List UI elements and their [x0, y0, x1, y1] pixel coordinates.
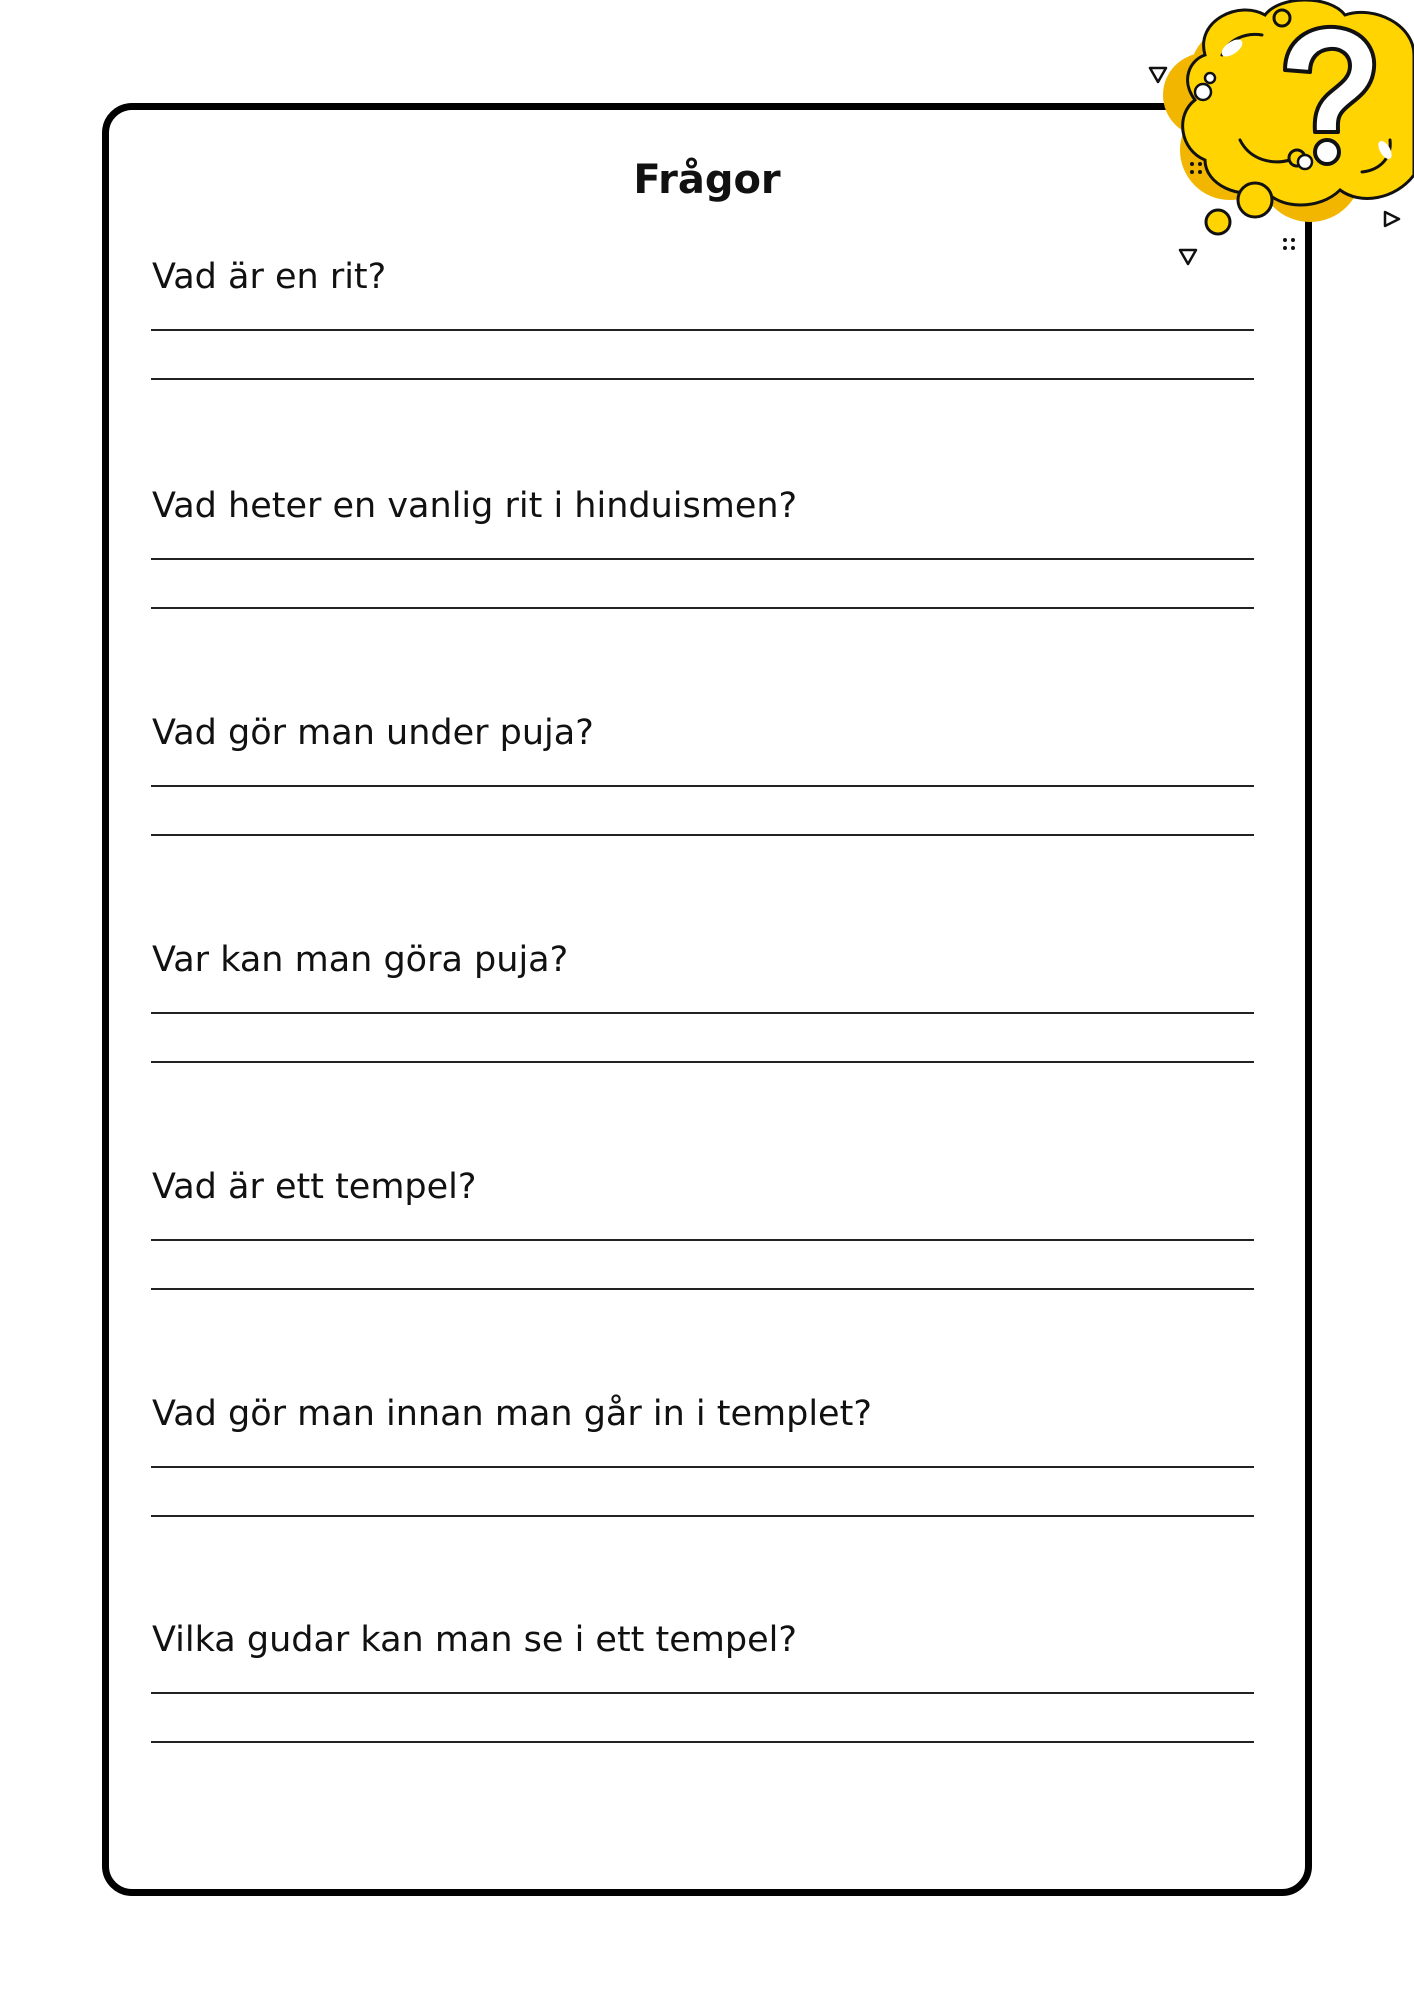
question-3 [148, 707, 1260, 907]
question-4-text: Var kan man göra puja? [152, 940, 569, 980]
question-2-text: Vad heter en vanlig rit i hinduismen? [152, 486, 798, 526]
question-2 [148, 480, 1260, 680]
answer-line[interactable] [151, 329, 1254, 331]
page-title: Frågor [633, 157, 781, 203]
answer-line[interactable] [151, 1061, 1254, 1063]
question-5 [148, 1161, 1260, 1361]
question-6 [148, 1388, 1260, 1588]
answer-line[interactable] [151, 1288, 1254, 1290]
question-3-text: Vad gör man under puja? [152, 713, 594, 753]
answer-line[interactable] [151, 558, 1254, 560]
answer-line[interactable] [151, 1741, 1254, 1743]
question-4 [148, 934, 1260, 1134]
question-1 [148, 251, 1260, 451]
answer-line[interactable] [151, 1692, 1254, 1694]
question-1-text: Vad är en rit? [152, 257, 387, 297]
question-5-text: Vad är ett tempel? [152, 1167, 477, 1207]
answer-line[interactable] [151, 378, 1254, 380]
question-6-text: Vad gör man innan man går in i templet? [152, 1394, 872, 1434]
answer-line[interactable] [151, 834, 1254, 836]
answer-line[interactable] [151, 785, 1254, 787]
question-7-text: Vilka gudar kan man se i ett tempel? [152, 1620, 797, 1660]
answer-line[interactable] [151, 1515, 1254, 1517]
answer-line[interactable] [151, 607, 1254, 609]
answer-line[interactable] [151, 1012, 1254, 1014]
question-7 [148, 1614, 1260, 1814]
answer-line[interactable] [151, 1239, 1254, 1241]
answer-line[interactable] [151, 1466, 1254, 1468]
